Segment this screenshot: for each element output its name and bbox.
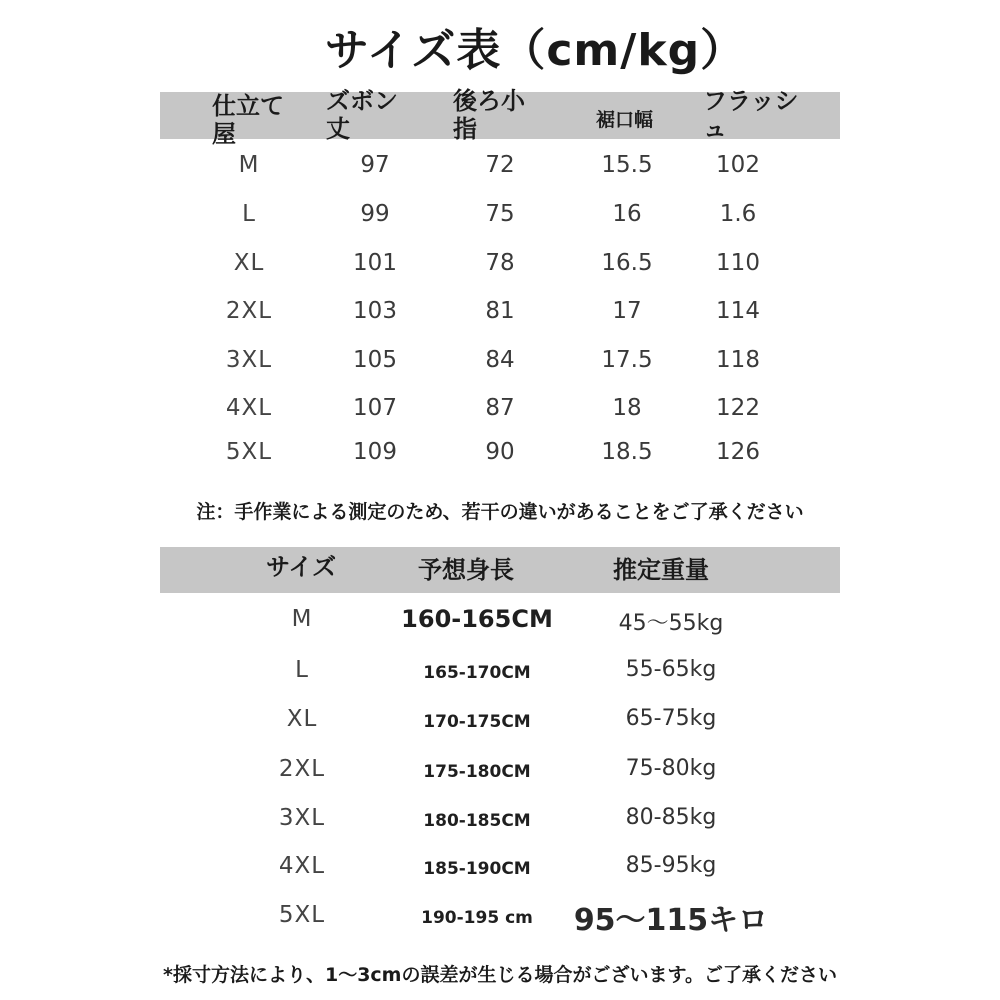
hem-width-cell: 18: [612, 395, 642, 421]
hem-width-cell: 15.5: [601, 152, 653, 178]
height-cell: 190-195 cm: [421, 908, 533, 928]
back-rise-cell: 87: [485, 395, 515, 421]
pants-length-cell: 97: [360, 152, 390, 178]
pants-length-cell: 99: [360, 201, 390, 227]
weight-cell: 75-80kg: [625, 756, 717, 781]
flash-cell: 1.6: [719, 201, 757, 227]
size-cell: L: [242, 201, 256, 227]
height-cell: 175-180CM: [423, 762, 531, 782]
error-note: *採寸方法により、1～3cmの誤差が生じる場合がございます。ご了承ください: [163, 964, 837, 986]
header-hem-width: 裾口幅: [596, 109, 654, 131]
size-cell: 2XL: [278, 756, 326, 782]
hem-width-cell: 17: [612, 298, 642, 324]
header-tailor: 仕立て 屋: [212, 92, 284, 148]
back-rise-cell: 81: [485, 298, 515, 324]
flash-cell: 110: [716, 250, 760, 276]
pants-length-cell: 109: [353, 439, 397, 465]
back-rise-cell: 72: [485, 152, 515, 178]
header-flash: フラッシ ュ: [703, 87, 799, 143]
weight-cell: 55-65kg: [625, 657, 717, 682]
hem-width-cell: 16: [612, 201, 642, 227]
height-cell: 185-190CM: [423, 859, 531, 879]
size-cell: 5XL: [225, 439, 273, 465]
height-cell: 160-165CM: [401, 605, 553, 633]
pants-length-cell: 105: [353, 347, 397, 373]
flash-cell: 118: [716, 347, 760, 373]
back-rise-cell: 75: [485, 201, 515, 227]
height-cell: 170-175CM: [423, 712, 531, 732]
pants-length-cell: 101: [353, 250, 397, 276]
back-rise-cell: 90: [485, 439, 515, 465]
hem-width-cell: 18.5: [601, 439, 653, 465]
weight-cell: 80-85kg: [625, 805, 717, 830]
height-cell: 165-170CM: [423, 663, 531, 683]
size-cell: XL: [233, 250, 265, 276]
page-title: サイズ表（cm/kg）: [324, 25, 746, 76]
size-cell: L: [295, 657, 309, 683]
size-cell: 5XL: [278, 902, 326, 928]
flash-cell: 122: [716, 395, 760, 421]
flash-cell: 114: [716, 298, 760, 324]
hem-width-cell: 16.5: [601, 250, 653, 276]
size-cell: 4XL: [278, 853, 326, 879]
size-cell: M: [238, 152, 260, 178]
weight-cell: 85-95kg: [625, 853, 717, 878]
measurement-note: 注：手作業による測定のため、若干の違いがあることをご了承ください: [196, 501, 804, 523]
header-weight: 推定重量: [613, 556, 709, 584]
pants-length-cell: 107: [353, 395, 397, 421]
flash-cell: 102: [716, 152, 760, 178]
flash-cell: 126: [716, 439, 760, 465]
header-size: サイズ: [266, 553, 337, 581]
hem-width-cell: 17.5: [601, 347, 653, 373]
size-cell: 3XL: [225, 347, 273, 373]
header-back-rise: 後ろ小 指: [453, 87, 525, 143]
size-cell: 2XL: [225, 298, 273, 324]
weight-cell: 45～55kg: [618, 611, 724, 636]
size-cell: XL: [286, 706, 318, 732]
back-rise-cell: 84: [485, 347, 515, 373]
size-table-header: [160, 87, 840, 148]
size-cell: M: [291, 606, 313, 632]
weight-cell: 65-75kg: [625, 706, 717, 731]
weight-cell: 95～115キロ: [573, 903, 769, 938]
size-cell: 3XL: [278, 805, 326, 831]
header-pants-length: ズボン 丈: [326, 87, 398, 143]
fit-table-header: [160, 547, 840, 593]
size-cell: 4XL: [225, 395, 273, 421]
header-height: 予想身長: [418, 556, 514, 584]
pants-length-cell: 103: [353, 298, 397, 324]
back-rise-cell: 78: [485, 250, 515, 276]
height-cell: 180-185CM: [423, 811, 531, 831]
